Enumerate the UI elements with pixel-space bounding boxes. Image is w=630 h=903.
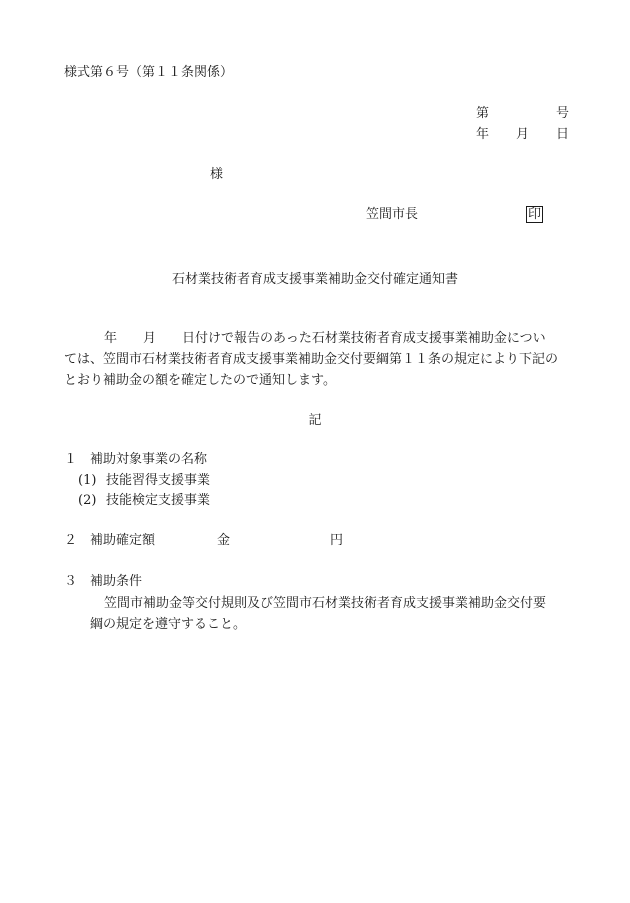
document-number-prefix: 第 <box>476 106 490 121</box>
ki-heading: 記 <box>308 413 322 428</box>
item-3-text-line-1: 笠間市補助金等交付規則及び笠間市石材業技術者育成支援事業補助金交付要 <box>104 596 547 611</box>
amount-yen-label: 円 <box>330 533 344 548</box>
item-1-sub-2-text: 技能検定支援事業 <box>106 493 211 508</box>
item-1-sub-1 <box>78 474 210 487</box>
item-2-number: ２ <box>64 533 78 548</box>
body-year-label: 年 <box>104 331 118 346</box>
body-paragraph-line-3: とおり補助金の額を確定したので通知します。 <box>64 373 336 388</box>
item-3-label: 補助条件 <box>90 574 143 589</box>
body-month-label: 月 <box>143 331 157 346</box>
item-1-sub-2 <box>78 494 210 507</box>
date-day-label: 日 <box>556 127 570 142</box>
item-1-heading <box>64 453 207 466</box>
item-1-sub-1-text: 技能習得支援事業 <box>106 473 211 488</box>
date-month-label: 月 <box>516 127 530 142</box>
form-number: 様式第６号（第１１条関係） <box>64 65 234 80</box>
item-1-number: １ <box>64 452 78 467</box>
date-year-label: 年 <box>476 127 490 142</box>
seal-stamp: 印 <box>528 207 542 222</box>
body-paragraph-line-2: ては、笠間市石材業技術者育成支援事業補助金交付要綱第１１条の規定により下記の <box>64 352 559 367</box>
item-1-label: 補助対象事業の名称 <box>90 452 208 467</box>
body-line-1-text: 日付けで報告のあった石材業技術者育成支援事業補助金につい <box>182 331 546 346</box>
item-3-number: ３ <box>64 574 78 589</box>
document-number-suffix: 号 <box>556 106 570 121</box>
amount-kin-label: 金 <box>217 533 231 548</box>
item-3-heading <box>64 575 142 588</box>
document-title: 石材業技術者育成支援事業補助金交付確定通知書 <box>171 272 458 287</box>
body-paragraph-line-1 <box>64 332 564 345</box>
item-1-sub-1-number: (1) <box>78 473 97 488</box>
item-3-text-line-2: 綱の規定を遵守すること。 <box>90 617 247 632</box>
item-2-heading <box>64 534 155 547</box>
issuer-name: 笠間市長 <box>366 207 419 222</box>
addressee-honorific: 様 <box>210 167 224 182</box>
item-2-label: 補助確定額 <box>90 533 156 548</box>
item-1-sub-2-number: (2) <box>78 493 97 508</box>
